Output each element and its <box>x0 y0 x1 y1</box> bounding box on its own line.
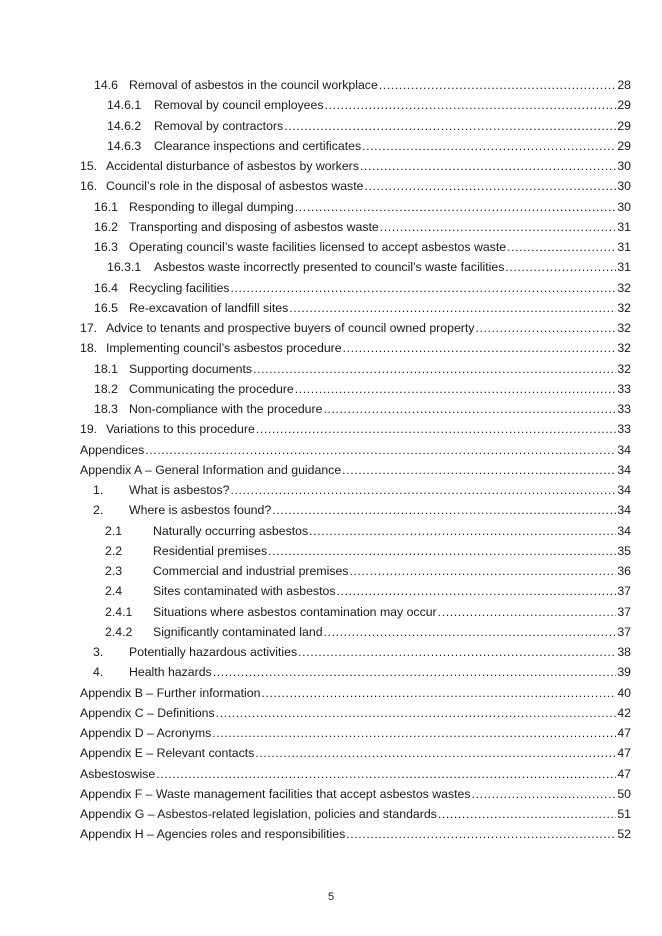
toc-entry[interactable] <box>80 442 631 458</box>
toc-entry-title: Health hazards <box>129 665 212 680</box>
toc-entry-page: 34 <box>617 523 631 538</box>
toc-entry[interactable] <box>80 786 631 802</box>
toc-entry[interactable] <box>80 340 631 356</box>
toc-entry-number: 2.4.1 <box>105 604 133 619</box>
toc-dot-leader <box>253 361 616 377</box>
toc-entry-title: Non-compliance with the procedure <box>129 402 323 416</box>
toc-entry-page: 29 <box>617 118 631 133</box>
toc-dot-leader <box>323 401 616 417</box>
toc-entry-page: 31 <box>617 260 631 275</box>
toc-entry-title: Variations to this procedure <box>106 422 255 437</box>
toc-entry[interactable] <box>80 320 631 336</box>
toc-entry[interactable] <box>93 644 631 660</box>
toc-dot-leader <box>272 502 616 518</box>
toc-entry-page: 32 <box>617 300 631 315</box>
toc-dot-leader <box>364 178 616 194</box>
toc-entry-title: Appendix G – Asbestos-related legislation, policies and standards <box>80 807 437 821</box>
toc-entry-number: 16.3.1 <box>107 260 142 275</box>
toc-dot-leader <box>289 300 616 316</box>
toc-dot-leader <box>295 381 616 397</box>
toc-entry-number: 3. <box>93 645 104 659</box>
toc-entry-title: Removal by contractors <box>154 118 284 133</box>
toc-entry-title: Appendix F – Waste management facilities that accept asbestos wastes <box>80 786 471 801</box>
toc-dot-leader <box>212 725 616 741</box>
toc-entry[interactable] <box>80 705 631 721</box>
toc-entry-title: Operating council’s waste facilities licensed to accept asbestos waste <box>129 240 507 254</box>
toc-entry-title: Where is asbestos found? <box>129 503 272 518</box>
toc-entry[interactable] <box>94 401 631 417</box>
toc-entry-page: 34 <box>617 442 631 457</box>
toc-entry[interactable] <box>105 624 631 640</box>
toc-entry-page: 35 <box>617 543 631 558</box>
toc-entry[interactable] <box>94 77 631 93</box>
toc-entry-page: 30 <box>617 159 631 173</box>
toc-entry-title: Appendix E – Relevant contacts <box>80 746 255 761</box>
toc-entry-title: Removal of asbestos in the council workplace <box>129 78 378 92</box>
toc-entry[interactable] <box>80 178 631 194</box>
toc-entry[interactable] <box>107 259 631 275</box>
toc-entry-page: 33 <box>617 422 631 437</box>
toc-dot-leader <box>230 280 616 296</box>
toc-dot-leader <box>380 219 616 235</box>
toc-entry-number: 15. <box>80 159 98 173</box>
toc-entry-title: Recycling facilities <box>129 280 230 295</box>
toc-dot-leader <box>268 543 616 559</box>
toc-dot-leader <box>309 523 616 539</box>
toc-entry[interactable] <box>105 543 631 559</box>
toc-dot-leader <box>342 462 616 478</box>
toc-dot-leader <box>298 644 616 660</box>
toc-entry[interactable] <box>107 118 631 134</box>
toc-entry-number: 16.4 <box>94 280 118 295</box>
toc-dot-leader <box>216 705 616 721</box>
toc-entry-title: Appendix H – Agencies roles and responsibilities <box>80 827 346 842</box>
toc-entry-page: 47 <box>617 726 631 740</box>
toc-dot-leader <box>343 340 616 356</box>
toc-dot-leader <box>438 806 616 822</box>
toc-entry-page: 34 <box>617 483 631 497</box>
toc-entry-page: 29 <box>617 138 631 153</box>
toc-entry-page: 52 <box>617 827 631 842</box>
toc-entry-number: 16. <box>80 179 98 194</box>
toc-entry[interactable] <box>93 482 631 498</box>
toc-entry[interactable] <box>107 138 631 154</box>
toc-entry-page: 47 <box>617 746 631 761</box>
toc-entry-title: Significantly contaminated land <box>153 624 323 639</box>
toc-entry[interactable] <box>94 381 631 397</box>
toc-entry[interactable] <box>80 766 631 782</box>
toc-entry-number: 16.5 <box>94 300 118 315</box>
toc-entry-number: 18. <box>80 341 98 356</box>
toc-entry-title: Clearance inspections and certificates <box>154 138 362 153</box>
toc-entry[interactable] <box>94 239 631 255</box>
toc-dot-leader <box>156 766 616 782</box>
toc-entry-page: 40 <box>617 685 631 700</box>
toc-entry-number: 2.2 <box>105 543 123 558</box>
toc-entry-page: 32 <box>617 321 631 335</box>
toc-entry-number: 14.6.1 <box>107 98 142 113</box>
toc-dot-leader <box>475 320 616 336</box>
toc-entry-title: Asbestos waste incorrectly presented to council’s waste facilities <box>154 260 505 275</box>
toc-entry[interactable] <box>105 583 631 599</box>
toc-entry-number: 2.1 <box>105 523 123 538</box>
toc-entry-number: 19. <box>80 422 98 437</box>
toc-entry-title: Responding to illegal dumping <box>129 199 294 214</box>
toc-entry-title: Council’s role in the disposal of asbestos waste <box>106 179 364 194</box>
toc-entry-page: 37 <box>617 584 631 599</box>
toc-dot-leader <box>230 482 616 498</box>
toc-dot-leader <box>505 259 616 275</box>
toc-dot-leader <box>379 77 616 93</box>
toc-entry-page: 34 <box>617 462 631 477</box>
toc-entry-number: 18.2 <box>94 381 118 396</box>
toc-entry-number: 1. <box>93 483 104 497</box>
page-number: 5 <box>327 891 335 903</box>
toc-entry-title: Residential premises <box>153 543 268 558</box>
toc-entry-page: 37 <box>617 604 631 619</box>
toc-entry-title: Sites contaminated with asbestos <box>153 584 336 599</box>
toc-entry-title: Transporting and disposing of asbestos waste <box>129 219 379 234</box>
toc-entry-title: Commercial and industrial premises <box>153 564 349 578</box>
toc-entry-number: 14.6 <box>94 78 118 92</box>
toc-dot-leader <box>360 158 616 174</box>
toc-entry-page: 50 <box>617 786 631 801</box>
toc-dot-leader <box>145 442 616 458</box>
toc-dot-leader <box>472 786 616 802</box>
toc-entry-page: 37 <box>617 624 631 639</box>
toc-dot-leader <box>325 97 616 113</box>
toc-entry-number: 2.4.2 <box>105 624 133 639</box>
toc-entry-page: 31 <box>617 240 631 254</box>
toc-dot-leader <box>284 118 616 134</box>
toc-entry[interactable] <box>93 664 631 680</box>
toc-entry-title: Asbestoswise <box>80 766 156 781</box>
toc-dot-leader <box>337 583 616 599</box>
toc-entry-number: 2.3 <box>105 564 123 578</box>
toc-entry-page: 36 <box>617 564 631 578</box>
toc-dot-leader <box>438 604 616 620</box>
toc-entry[interactable] <box>105 523 631 539</box>
toc-entry-page: 30 <box>617 179 631 194</box>
toc-entry-number: 2.4 <box>105 584 123 599</box>
toc-entry-title: Appendix B – Further information <box>80 685 261 700</box>
toc-entry-title: Removal by council employees <box>154 98 324 113</box>
toc-entry-title: Appendices <box>80 442 145 457</box>
toc-dot-leader <box>256 421 616 437</box>
toc-entry-page: 28 <box>617 78 631 92</box>
toc-dot-leader <box>349 563 616 579</box>
toc-entry-page: 51 <box>617 807 631 821</box>
toc-entry-page: 33 <box>617 381 631 396</box>
toc-entry-number: 4. <box>93 665 104 680</box>
toc-entry-title: Potentially hazardous activities <box>129 645 298 659</box>
toc-entry-title: Accidental disturbance of asbestos by workers <box>106 159 359 173</box>
toc-entry-page: 30 <box>617 199 631 214</box>
toc-entry[interactable] <box>93 502 631 518</box>
toc-entry-page: 47 <box>617 766 631 781</box>
toc-entry[interactable] <box>80 725 631 741</box>
toc-entry[interactable] <box>80 806 631 822</box>
toc-entry-number: 14.6.3 <box>107 138 142 153</box>
toc-entry[interactable] <box>105 563 631 579</box>
toc-dot-leader <box>324 624 616 640</box>
toc-dot-leader <box>507 239 616 255</box>
toc-entry-number: 18.1 <box>94 361 118 376</box>
toc-entry[interactable] <box>80 158 631 174</box>
toc-entry-number: 16.1 <box>94 199 118 214</box>
toc-entry[interactable] <box>105 604 631 620</box>
toc-entry-page: 38 <box>617 645 631 659</box>
toc-entry[interactable] <box>94 199 631 215</box>
toc-dot-leader <box>255 745 616 761</box>
toc-dot-leader <box>346 826 616 842</box>
toc-entry[interactable] <box>80 826 631 842</box>
toc-dot-leader <box>261 685 616 701</box>
toc-entry[interactable] <box>80 685 631 701</box>
toc-entry-page: 34 <box>617 503 631 518</box>
toc-entry-page: 42 <box>617 705 631 720</box>
toc-dot-leader <box>213 664 616 680</box>
toc-entry-title: Appendix D – Acronyms <box>80 726 212 740</box>
toc-entry[interactable] <box>94 300 631 316</box>
toc-entry-page: 32 <box>617 280 631 295</box>
toc-entry-number: 16.3 <box>94 240 118 254</box>
toc-entry-page: 32 <box>617 341 631 356</box>
toc-entry[interactable] <box>94 280 631 296</box>
toc-entry[interactable] <box>80 421 631 437</box>
toc-entry-number: 17. <box>80 321 98 335</box>
toc-dot-leader <box>362 138 616 154</box>
toc-entry-title: Advice to tenants and prospective buyers of council owned property <box>106 321 475 335</box>
toc-entry[interactable] <box>80 462 631 478</box>
toc-entry-number: 18.3 <box>94 402 118 416</box>
toc-entry[interactable] <box>80 745 631 761</box>
toc-entry-title: Communicating the procedure <box>129 381 294 396</box>
toc-entry-title: Appendix A – General Information and guidance <box>80 462 342 477</box>
toc-entry-page: 29 <box>617 98 631 113</box>
toc-entry[interactable] <box>94 361 631 377</box>
toc-entry-page: 33 <box>617 402 631 416</box>
toc-entry-title: Implementing council’s asbestos procedure <box>106 341 342 356</box>
toc-entry-page: 32 <box>617 361 631 376</box>
toc-entry-title: Situations where asbestos contamination may occur <box>153 604 437 619</box>
toc-dot-leader <box>295 199 616 215</box>
toc-entry-number: 2. <box>93 503 104 518</box>
toc-entry-title: What is asbestos? <box>129 483 230 497</box>
toc-entry-number: 14.6.2 <box>107 118 142 133</box>
toc-entry-number: 16.2 <box>94 219 118 234</box>
toc-entry[interactable] <box>107 97 631 113</box>
toc-entry-title: Appendix C – Definitions <box>80 705 215 720</box>
toc-entry-title: Naturally occurring asbestos <box>153 523 309 538</box>
toc-entry[interactable] <box>94 219 631 235</box>
toc-entry-title: Supporting documents <box>129 361 253 376</box>
toc-entry-page: 39 <box>617 665 631 680</box>
toc-entry-page: 31 <box>617 219 631 234</box>
toc-entry-title: Re-excavation of landfill sites <box>129 300 289 315</box>
